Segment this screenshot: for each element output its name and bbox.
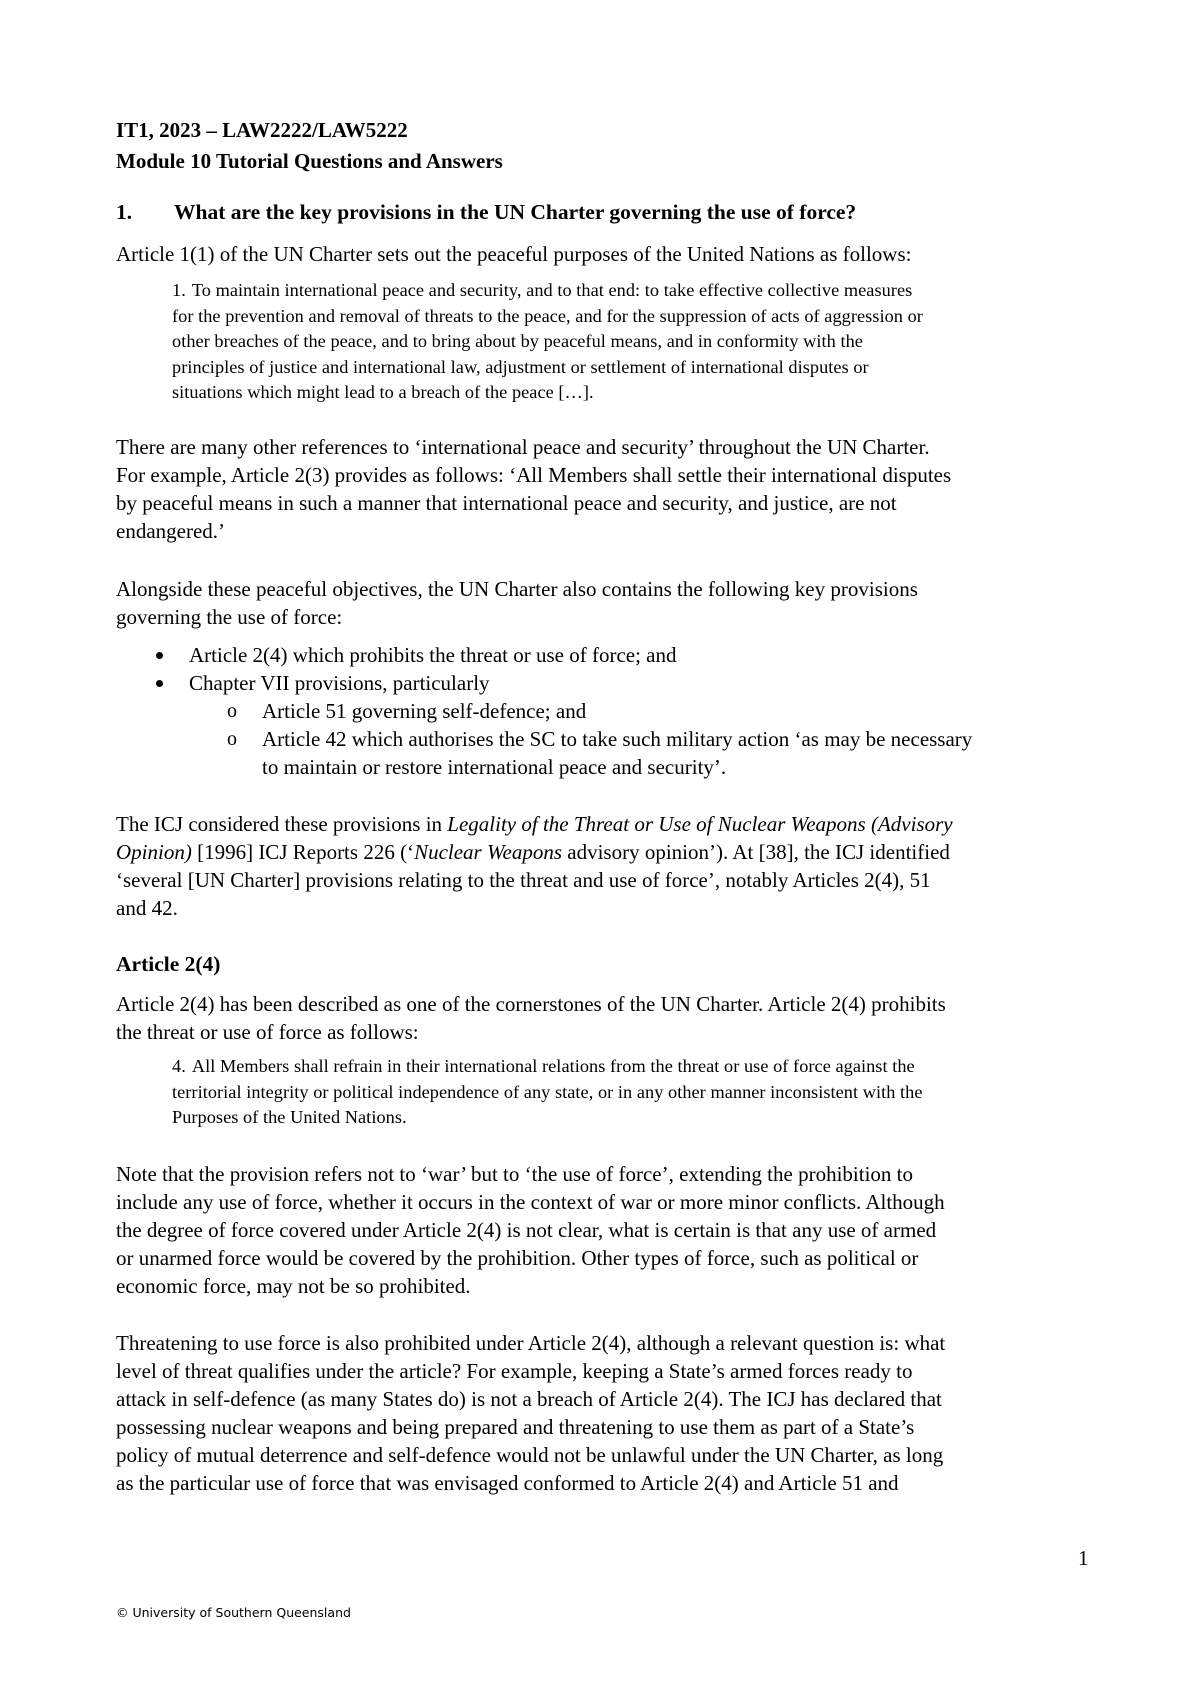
document-title [116, 115, 1096, 177]
paragraph-line: Article 2(4) has been described as one of the cornerstones of the UN Charter. Article 2(4) prohibits [116, 992, 946, 1016]
sub-list-item [116, 725, 1096, 781]
copyright-footer: © University of Southern Queensland [116, 1605, 351, 1620]
paragraph-text: advisory opinion’). At [38], the ICJ identified [562, 840, 950, 864]
paragraph-line: and 42. [116, 896, 178, 920]
paragraph-line: or unarmed force would be covered by the prohibition. Other types of force, such as political or [116, 1246, 919, 1270]
question-number: 1. [116, 200, 133, 224]
case-short-name-italic: Nuclear Weapons [414, 840, 563, 864]
icj-paragraph [116, 810, 1096, 922]
paragraph-line: attack in self-defence (as many States do) is not a breach of Article 2(4). The ICJ has declared that [116, 1387, 942, 1411]
paragraph-line: as the particular use of force that was envisaged conformed to Article 2(4) and Article 51 and [116, 1471, 899, 1495]
paragraph-line: the degree of force covered under Article 2(4) is not clear, what is certain is that any use of armed [116, 1218, 937, 1242]
case-name-italic: Opinion) [116, 840, 192, 864]
article-2-4-quote [172, 1054, 1096, 1131]
case-name-italic: Legality of the Threat or Use of Nuclear Weapons (Advisory [447, 812, 953, 836]
sub-list-item [116, 697, 1096, 725]
paragraph-line: There are many other references to ‘international peace and security’ throughout the UN Charter. [116, 435, 930, 459]
provisions-list [116, 641, 1096, 781]
list-item-text: Chapter VII provisions, particularly [189, 671, 490, 695]
article-2-4-heading: Article 2(4) [116, 952, 221, 976]
quote-line: All Members shall refrain in their international relations from the threat or use of force against the [191, 1056, 915, 1076]
quote-number: 4. [172, 1056, 186, 1076]
quote-line: other breaches of the peace, and to bring about by peaceful means, and in conformity with the [172, 331, 863, 351]
list-item-text: Article 2(4) which prohibits the threat or use of force; and [189, 643, 677, 667]
paragraph-line: For example, Article 2(3) provides as follows: ‘All Members shall settle their international disputes [116, 463, 952, 487]
quote-line: principles of justice and international law, adjustment or settlement of international disputes or [172, 356, 869, 377]
quote-number: 1. [172, 280, 186, 300]
page-number: 1 [1078, 1546, 1089, 1570]
paragraph-line: Note that the provision refers not to ‘war’ but to ‘the use of force’, extending the prohibition to [116, 1162, 914, 1186]
alongside-paragraph [116, 575, 1096, 631]
article-2-4-intro-paragraph [116, 990, 1096, 1046]
paragraph-text: The ICJ considered these provisions in [116, 812, 448, 836]
quote-line: for the prevention and removal of threats to the peace, and for the suppression of acts of aggression or [172, 305, 923, 326]
paragraph-line: by peaceful means in such a manner that international peace and security, and justice, are not [116, 491, 897, 515]
sub-list-item-text: to maintain or restore international peace and security’. [262, 755, 727, 779]
course-code-line: IT1, 2023 – LAW2222/LAW5222 [116, 118, 408, 142]
question-text: What are the key provisions in the UN Charter governing the use of force? [174, 200, 857, 224]
paragraph-line: the threat or use of force as follows: [116, 1020, 419, 1044]
paragraph-line: possessing nuclear weapons and being prepared and threatening to use them as part of a State’s [116, 1415, 915, 1439]
quote-line: To maintain international peace and security, and to that end: to take effective collective measures [191, 280, 913, 300]
paragraph-line: economic force, may not be so prohibited. [116, 1274, 471, 1298]
paragraph-line: Alongside these peaceful objectives, the UN Charter also contains the following key provisions [116, 577, 918, 601]
paragraph-line: governing the use of force: [116, 605, 343, 629]
paragraph-line: include any use of force, whether it occurs in the context of war or more minor conflicts. Although [116, 1190, 945, 1214]
sub-list-item-text: o Article 42 which authorises the SC to take such military action ‘as may be necessary [262, 727, 973, 751]
quote-line: territorial integrity or political independence of any state, or in any other manner inconsistent with the [172, 1081, 923, 1102]
paragraph-line: endangered.’ [116, 519, 226, 543]
list-item [116, 641, 1096, 669]
threat-paragraph [116, 1329, 1096, 1497]
list-item [116, 669, 1096, 697]
paragraph-line: Threatening to use force is also prohibited under Article 2(4), although a relevant question is: what [116, 1331, 946, 1355]
paragraph-text: [1996] ICJ Reports 226 (‘ [191, 840, 415, 864]
paragraph-line: policy of mutual deterrence and self-defence would not be unlawful under the UN Charter, as long [116, 1443, 944, 1467]
quote-line: situations which might lead to a breach of the peace […]. [172, 382, 594, 402]
article-1-intro-paragraph: Article 1(1) of the UN Charter sets out the peaceful purposes of the United Nations as follows: [116, 242, 912, 266]
article-1-quote [172, 278, 1096, 406]
question-1-heading [116, 198, 1096, 226]
module-title-line: Module 10 Tutorial Questions and Answers [116, 149, 503, 173]
quote-line: Purposes of the United Nations. [172, 1107, 407, 1127]
paragraph-line: ‘several [UN Charter] provisions relating to the threat and use of force’, notably Articles 2(4), 51 [116, 868, 931, 892]
paragraph-line: level of threat qualifies under the article? For example, keeping a State’s armed forces ready to [116, 1359, 913, 1383]
note-paragraph [116, 1160, 1096, 1300]
references-paragraph [116, 433, 1096, 545]
sub-list-item-text: Article 51 governing self-defence; and [262, 699, 587, 723]
